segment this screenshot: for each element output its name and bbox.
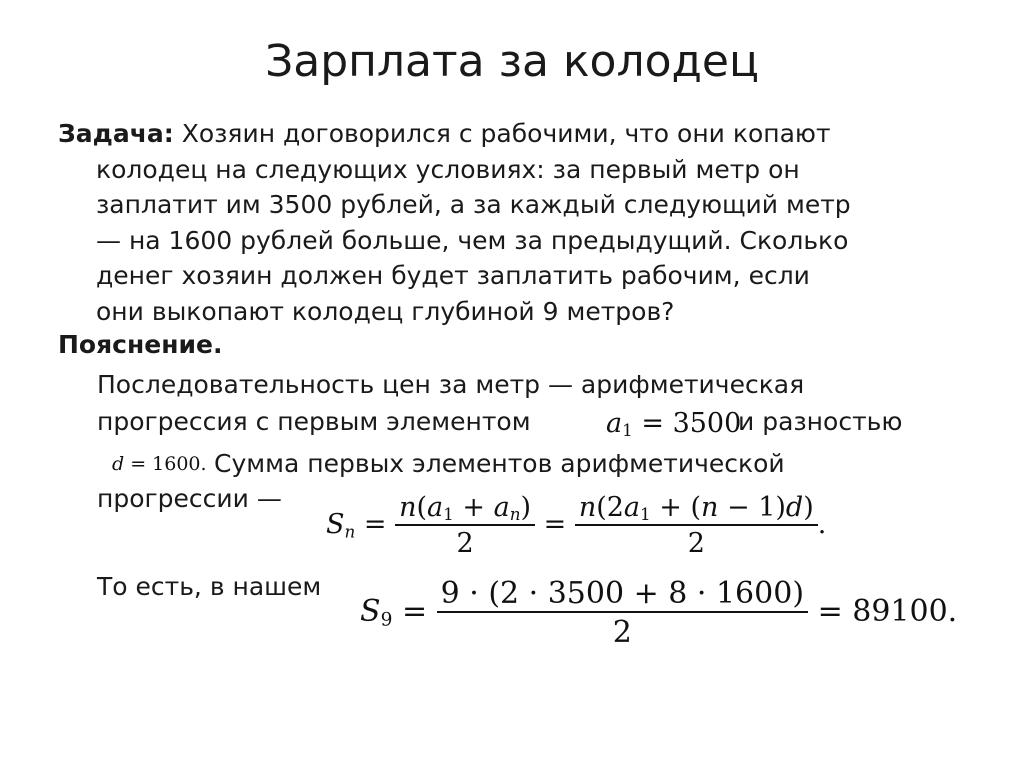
explanation-line: прогрессия с первым элементом [97,407,531,436]
formula-s9: $S_9$ = $\frac{9 \cdot (2 \cdot 3500 + 8 \cdot 1600)}{2}$ = 89100. [360,576,958,650]
task-line: колодец на следующих условиях: за первый метр он [96,154,800,184]
sum-fraction-1: $\frac{n(a_1 + a_n)}{2}$ [395,492,535,559]
task-line: они выкопают колодец глубиной 9 метров? [96,296,675,326]
slide-title: Зарплата за колодец [265,36,759,87]
explanation-line: Сумма первых элементов арифметической [214,449,785,478]
task-line: Задача: Хозяин договорился с рабочими, что они копают [58,119,831,148]
sum-fraction-2: $\frac{n(2a_1 + (n - 1)d)}{2}$ [575,492,818,559]
task-block [58,116,978,329]
explanation-label: Пояснение. [58,330,223,359]
s9-fraction: $\frac{9 \cdot (2 \cdot 3500 + 8 \cdot 1600)}{2}$ [437,576,808,650]
task-line: денег хозяин должен будет заплатить рабочим, если [96,261,810,290]
formula-d: d = 1600. [112,453,207,475]
task-line: заплатит им 3500 рублей, а за каждый следующий метр [96,190,851,219]
explanation-line: и разностью [738,407,903,436]
explanation-line: Последовательность цен за метр — арифметическая [97,370,805,399]
formula-sum: $S_n$ = $\frac{n(a_1 + a_n)}{2}$ = $\frac{n(2a_1 + (n - 1)d)}{2}$ . [326,492,827,560]
explanation-line: прогрессии — [97,484,282,513]
task-label: Задача: [58,119,174,148]
formula-a1: $a_1 = 3500$ [606,408,742,441]
explanation-line: То есть, в нашем [97,572,322,601]
task-line: — на 1600 рублей больше, чем за предыдущий. Сколько [96,225,849,255]
